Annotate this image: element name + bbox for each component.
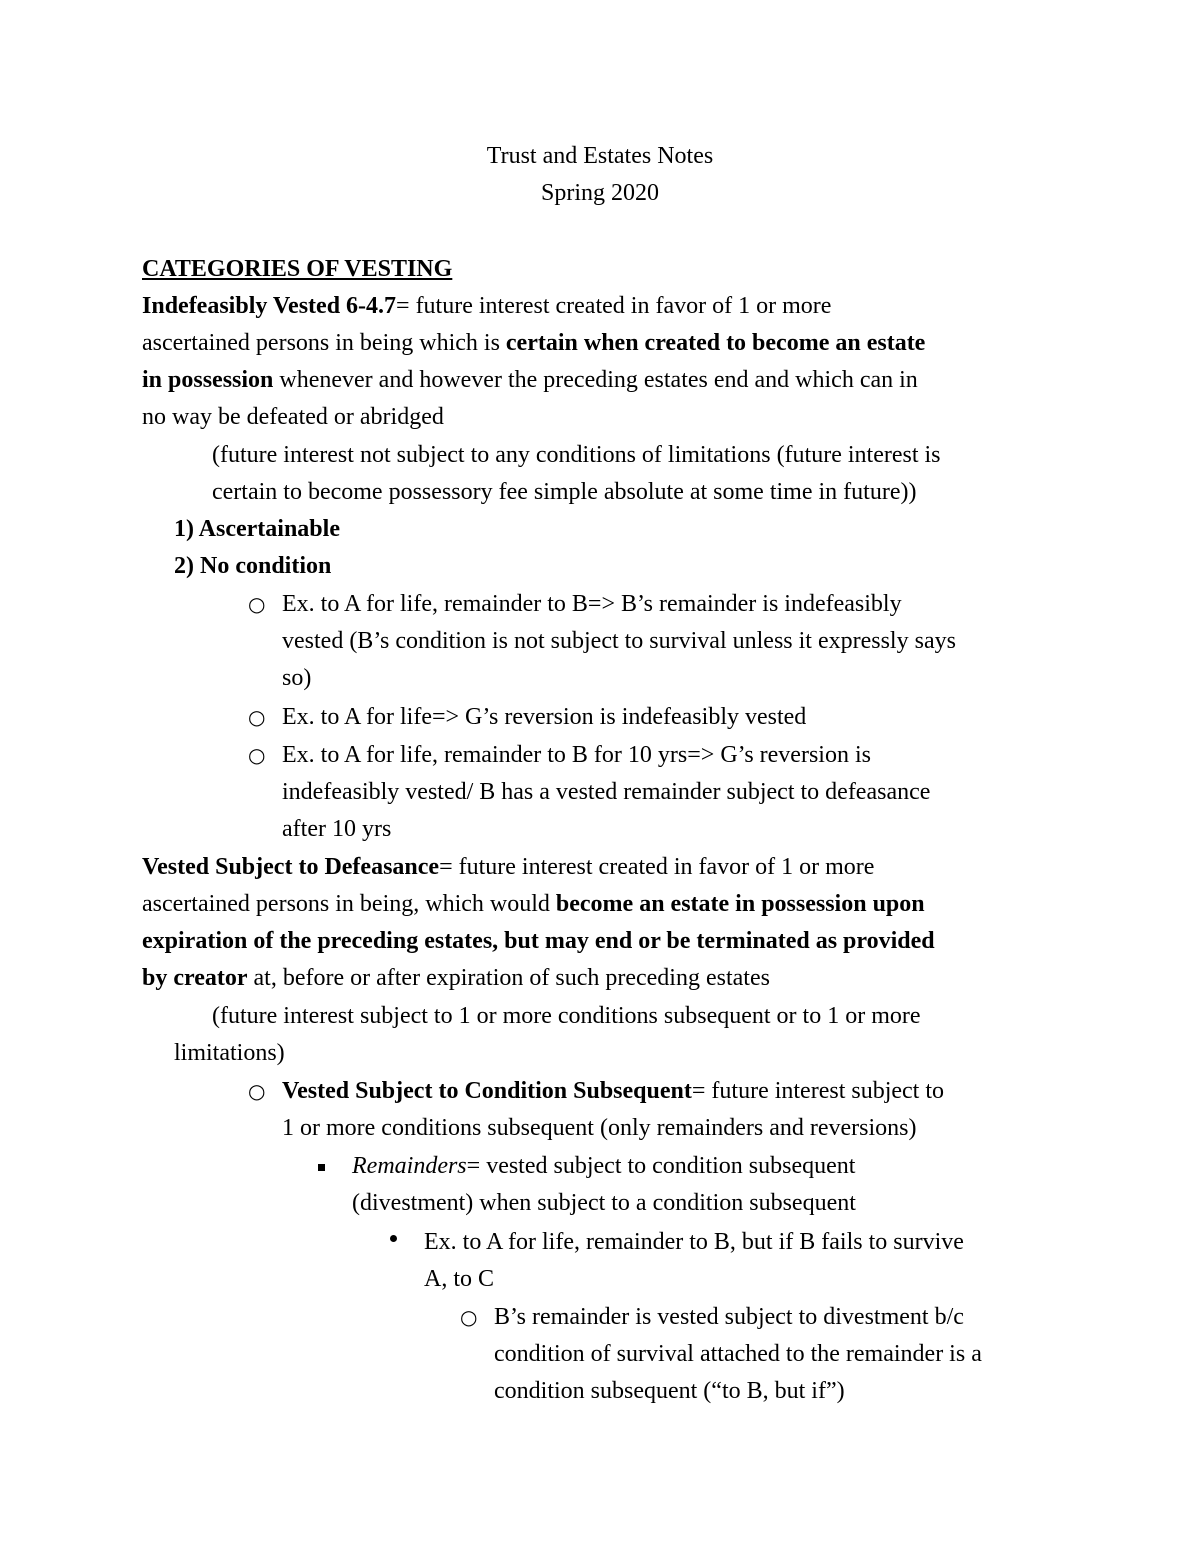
defeasance-term: Vested Subject to Defeasance: [142, 854, 440, 880]
defeasance-note-line-2: limitations): [174, 1040, 285, 1066]
example-3-line-3: after 10 yrs: [282, 816, 392, 842]
hollow-bullet-icon: ○: [248, 705, 266, 729]
indefeasible-definition-line-4: no way be defeated or abridged: [142, 404, 444, 430]
remainders-line-1: Remainders= vested subject to condition subsequent: [352, 1153, 856, 1179]
condition-subsequent-line-1: Vested Subject to Condition Subsequent= future interest subject to: [282, 1078, 945, 1104]
condition-subsequent-term: Vested Subject to Condition Subsequent: [282, 1078, 692, 1104]
explanation-line-2: condition of survival attached to the remainder is a: [494, 1341, 982, 1367]
explanation-line-1: B’s remainder is vested subject to divestment b/c: [494, 1304, 964, 1330]
round-bullet-icon: [390, 1235, 397, 1242]
remainders-line-2: (divestment) when subject to a condition subsequent: [352, 1190, 856, 1216]
remainder-example-line-1: Ex. to A for life, remainder to B, but if B fails to survive: [424, 1229, 964, 1255]
example-3-line-2: indefeasibly vested/ B has a vested remainder subject to defeasance: [282, 779, 931, 805]
indefeasible-term: Indefeasibly Vested 6-4.7: [142, 293, 397, 319]
requirement-ascertainable: 1) Ascertainable: [174, 516, 340, 542]
indefeasible-definition-line-2: ascertained persons in being which is certain when created to become an estate: [142, 330, 926, 356]
indefeasible-note-line-2: certain to become possessory fee simple absolute at some time in future)): [212, 479, 917, 505]
indefeasible-note-line-1: (future interest not subject to any conditions of limitations (future interest is: [212, 442, 941, 468]
example-1-line-3: so): [282, 665, 312, 691]
document-title: Trust and Estates Notes: [486, 143, 714, 169]
example-1-line-1: Ex. to A for life, remainder to B=> B’s remainder is indefeasibly: [282, 591, 902, 617]
remainder-example-line-2: A, to C: [424, 1266, 495, 1292]
section-heading: CATEGORIES OF VESTING: [142, 256, 453, 282]
document-subtitle: Spring 2020: [540, 180, 659, 206]
explanation-line-3: condition subsequent (“to B, but if”): [494, 1378, 845, 1404]
remainders-term: Remainders: [352, 1153, 467, 1179]
requirement-no-condition: 2) No condition: [174, 553, 332, 579]
hollow-bullet-icon: ○: [460, 1305, 478, 1329]
example-2-line-1: Ex. to A for life=> G’s reversion is indefeasibly vested: [282, 704, 807, 730]
defeasance-definition-line-2: ascertained persons in being, which would become an estate in possession upon: [142, 891, 925, 917]
hollow-bullet-icon: ○: [248, 1079, 266, 1103]
example-3-line-1: Ex. to A for life, remainder to B for 10 yrs=> G’s reversion is: [282, 742, 871, 768]
hollow-bullet-icon: ○: [248, 743, 266, 767]
example-1-line-2: vested (B’s condition is not subject to survival unless it expressly says: [282, 628, 956, 654]
condition-subsequent-line-2: 1 or more conditions subsequent (only remainders and reversions): [282, 1115, 917, 1141]
indefeasible-definition-line-1: Indefeasibly Vested 6-4.7= future interest created in favor of 1 or more: [142, 293, 832, 319]
defeasance-definition-line-1: Vested Subject to Defeasance= future interest created in favor of 1 or more: [142, 854, 875, 880]
defeasance-definition-line-4: by creator at, before or after expiration of such preceding estates: [142, 965, 770, 991]
defeasance-definition-line-3: expiration of the preceding estates, but may end or be terminated as provided: [142, 928, 935, 954]
defeasance-note-line-1: (future interest subject to 1 or more conditions subsequent or to 1 or more: [212, 1003, 921, 1029]
hollow-bullet-icon: ○: [248, 592, 266, 616]
square-bullet-icon: [318, 1164, 325, 1171]
indefeasible-definition-line-3: in possession whenever and however the preceding estates end and which can in: [142, 367, 918, 393]
